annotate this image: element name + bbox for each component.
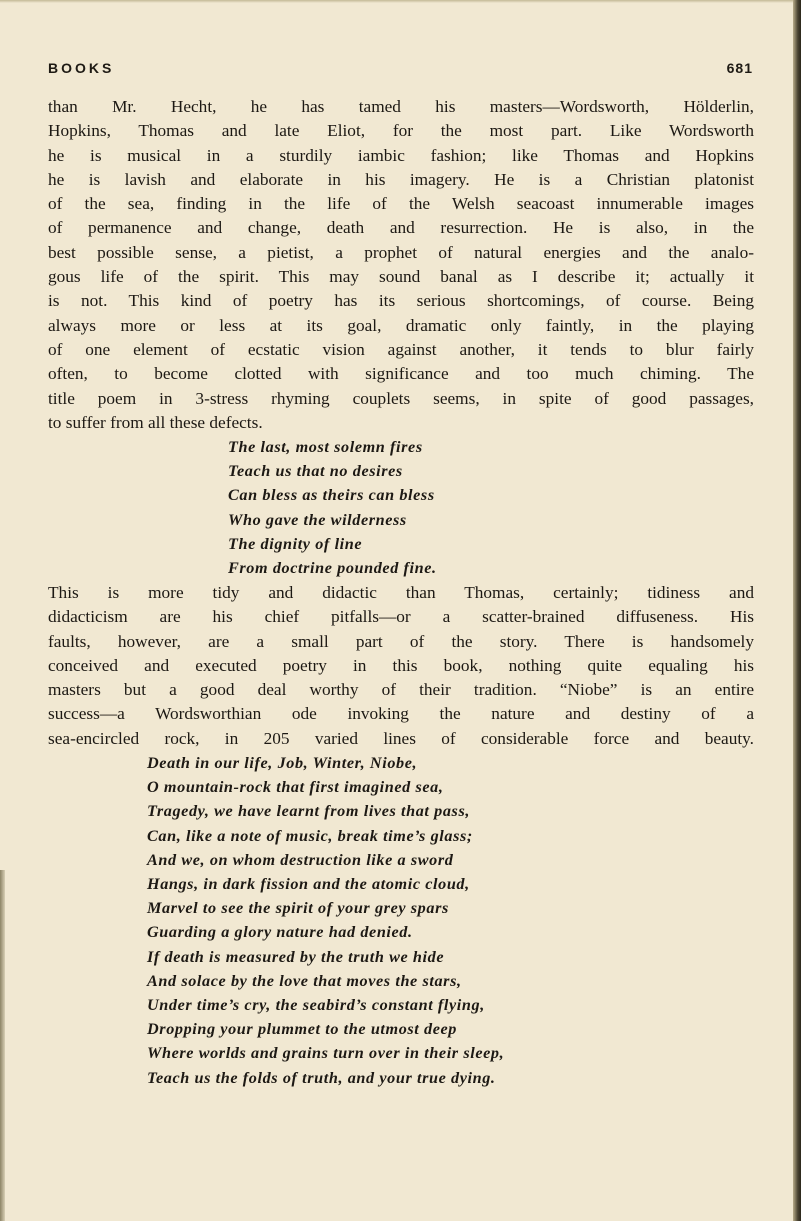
verse-line: And we, on whom destruction like a sword [147,850,454,869]
text-line: faults, however, are a small part of the story. There is handsomely [48,631,754,651]
verse-line: Can, like a note of music, break time’s glass; [147,826,473,845]
text-line: success—a Wordsworthian ode invoking the nature and destiny of a [48,704,754,724]
text-line: masters but a good deal worthy of their tradition. “Niobe” is an entire [48,680,754,700]
page-left-edge [0,870,5,1221]
verse-line: The dignity of line [228,534,363,553]
verse-line: Teach us that no desires [228,462,403,481]
text-line: often, to become clotted with significance and too much chiming. The [48,364,754,384]
verse-line: Marvel to see the spirit of your grey spars [147,899,449,918]
text-line: sea-encircled rock, in 205 varied lines of considerable force and beauty. [48,728,754,748]
running-head: BOOKS [48,60,115,76]
verse-line: From doctrine pounded fine. [228,559,437,578]
verse-line: Tragedy, we have learnt from lives that pass, [147,802,470,821]
text-line: is not. This kind of poetry has its serious shortcomings, of course. Being [48,291,754,311]
text-line: conceived and executed poetry in this book, nothing quite equaling his [48,655,754,675]
text-line: he is musical in a sturdily iambic fashion; like Thomas and Hopkins [48,145,754,165]
text-line: title poem in 3-stress rhyming couplets seems, in spite of good passages, [48,388,754,408]
verse-line: Guarding a glory nature had denied. [147,923,413,942]
text-line: always more or less at its goal, dramatic only faintly, in the playing [48,315,754,335]
verse-line: Under time’s cry, the seabird’s constant flying, [147,996,485,1015]
page-header [48,60,753,82]
text-line: of the sea, finding in the life of the Welsh seacoast innumerable images [48,194,754,214]
text-line: than Mr. Hecht, he has tamed his masters—Wordsworth, Hölderlin, [48,97,754,116]
text-line: of permanence and change, death and resurrection. He is also, in the [48,218,754,238]
paragraph-2 [48,581,754,751]
paragraph-1 [48,95,754,435]
verse-line: Hangs, in dark fission and the atomic cloud, [147,875,470,894]
page-binding-shadow [793,0,801,1221]
page-number: 681 [726,60,753,76]
verse-line: Dropping your plummet to the utmost deep [147,1020,457,1039]
text-line: This is more tidy and didactic than Thomas, certainly; tidiness and [48,583,754,602]
verse-line: And solace by the love that moves the stars, [147,971,462,990]
verse-line: The last, most solemn fires [228,438,423,456]
verse-line: Where worlds and grains turn over in their sleep, [147,1044,505,1063]
text-line: to suffer from all these defects. [48,412,263,432]
text-line: he is lavish and elaborate in his imagery. He is a Christian platonist [48,169,754,189]
text-line: best possible sense, a pietist, a prophet of natural energies and the analo- [48,242,754,262]
verse-line: Teach us the folds of truth, and your true dying. [147,1068,496,1087]
verse-line: Death in our life, Job, Winter, Niobe, [147,754,418,772]
text-line: didacticism are his chief pitfalls—or a scatter-brained diffuseness. His [48,607,754,627]
verse-line: If death is measured by the truth we hide [147,947,445,966]
text-line: gous life of the spirit. This may sound banal as I describe it; actually it [48,267,754,287]
text-line: Hopkins, Thomas and late Eliot, for the most part. Like Wordsworth [48,121,754,141]
text-line: of one element of ecstatic vision against another, it tends to blur fairly [48,339,754,359]
verse-line: O mountain-rock that first imagined sea, [147,778,444,797]
poem-quote-2 [147,751,504,1090]
verse-line: Who gave the wilderness [228,510,407,529]
verse-line: Can bless as theirs can bless [228,486,435,505]
page-top-edge [0,0,801,3]
poem-quote-1 [228,435,437,580]
